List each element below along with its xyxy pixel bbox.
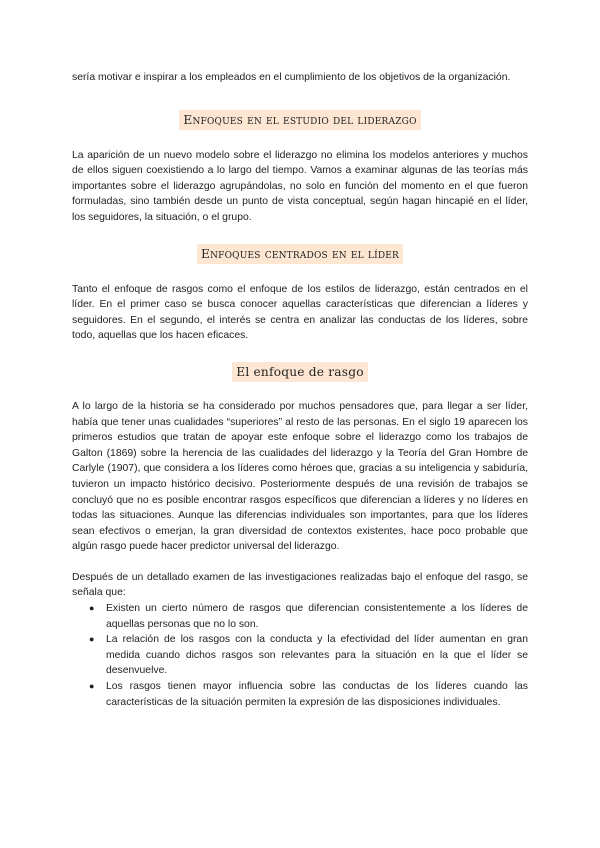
section3-paragraph-1: A lo largo de la historia se ha considerado por muchos pensadores que, para llegar a ser líder, había que tener unas cualidades “superiores” al resto de las personas. En el siglo 19 aparecen los primeros estudios que tratan de apoyar este enfoque sobre el liderazgo como los trabajos de Galton (1869) sobre la herencia de las cualidades del liderazgo y la Teoría del Gran Hombre de Carlyle (1907), que considera a los líderes como héroes que, gracias a su inteligencia y sabiduría, tuvieron un impacto histórico decisivo. Posteriormente después de una revisión de trabajos se concluyó que no es posible encontrar rasgos específicos que diferencian a líderes y no líderes en todas las situaciones. Aunque las diferencias individuales son importantes, para que los líderes sean efectivos o emerjan, la gran diversidad de contextos existentes, hace poco probable que algún rasgo puede hacer predictor universal del liderazgo. [72,400,528,553]
list-item-text: Los rasgos tienen mayor influencia sobre las conductas de los líderes cuando las características de la situación permiten la expresión de las disposiciones individuales. [106,681,528,708]
section2-paragraph: Tanto el enfoque de rasgos como el enfoque de los estilos de liderazgo, están centrados en el líder. En el primer caso se busca conocer aquellas características que diferencian a líderes y seguidores. En el segundo, el interés se centra en analizar las conductas de los líderes, sobre todo, aquellas que los hacen eficaces. [72,283,528,342]
bullet-icon: ● [89,681,95,692]
section-heading-wrap [72,244,528,264]
bullet-icon: ● [89,603,95,614]
section-heading-rasgo: El enfoque de rasgo [232,362,368,382]
intro-paragraph: sería motivar e inspirar a los empleados en el cumplimiento de los objetivos de la organización. [72,72,511,83]
list-item [72,632,528,679]
section1-paragraph: La aparición de un nuevo modelo sobre el liderazgo no elimina los modelos anteriores y muchos de ellos siguen coexistiendo a lo largo del tiempo. Vamos a examinar algunas de las teorías más importantes sobre el liderazgo agrupándolas, no solo en función del momento en el que fueron formuladas, sino también desde un punto de vista conceptual, según hagan hincapié en el líder, los seguidores, la situación, o el grupo. [72,149,528,223]
bullet-icon: ● [89,634,95,645]
list-item [72,679,528,710]
section3-paragraph-2: Después de un detallado examen de las investigaciones realizadas bajo el enfoque del rasgo, se señala que: [72,571,528,599]
document-page [72,70,528,710]
list-item-text: Existen un cierto número de rasgos que diferencian consistentemente a los líderes de aquellas personas que no lo son. [106,603,528,630]
list-item [72,601,528,632]
traits-list [72,601,528,710]
section-heading-lider: Enfoques centrados en el líder [197,244,403,264]
section-heading-wrap [72,362,528,382]
section-heading-enfoques: Enfoques en el estudio del liderazgo [179,110,420,130]
list-item-text: La relación de los rasgos con la conducta y la efectividad del líder aumentan en gran medida cuando dichos rasgos son relevantes para la situación en la que el líder se desenvuelve. [106,634,528,677]
section-heading-wrap [72,110,528,130]
